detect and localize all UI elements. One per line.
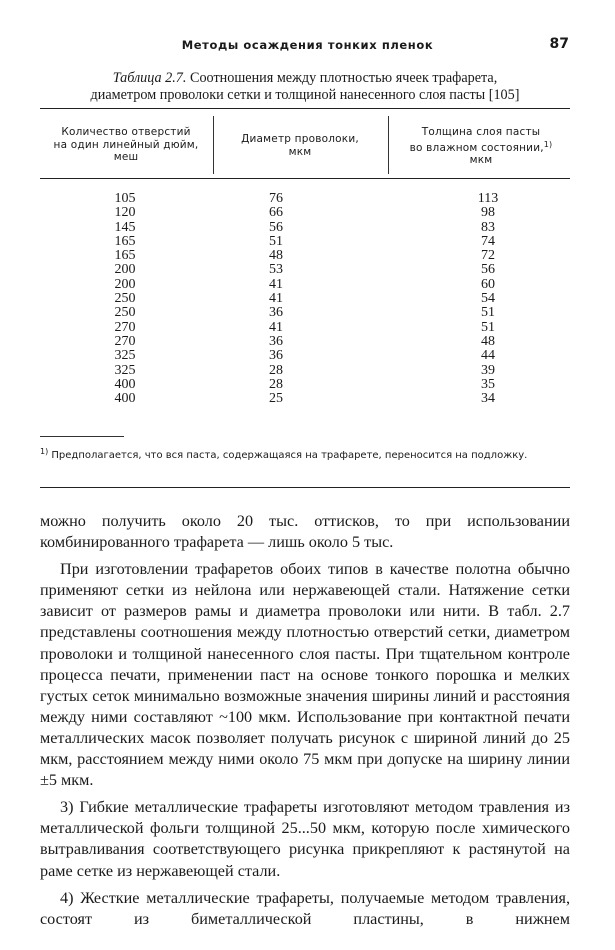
wet-thickness-cell: 54	[481, 291, 495, 307]
body-text	[40, 511, 570, 930]
wire-diameter-cell: 48	[269, 248, 283, 264]
paragraph-3: 3) Гибкие металлические трафареты изготовляют методом травления из металлической фольги толщиной 25...50 мкм, которую после химического вытравливания соответствующего рисунка прикрепляют к растянутой на раме сетке из нержавеющей стали.	[40, 798, 570, 880]
wire-diameter-cell: 28	[269, 376, 283, 392]
wet-thickness-cell: 44	[481, 348, 495, 364]
wet-thickness-cell: 60	[481, 276, 495, 292]
caption-line-1: Соотношения между плотностью ячеек трафарета,	[186, 70, 498, 86]
wet-thickness-cell: 74	[481, 233, 495, 249]
header-divider-2	[388, 116, 389, 174]
wire-diameter-cell: 53	[269, 262, 283, 278]
wet-thickness-cell: 35	[481, 376, 495, 392]
table-footnote: $^{1)}$ Предполагается, что вся паста, содержащаяся на трафарете, переносится на подложку.	[40, 447, 528, 461]
wire-diameter-cell: 36	[269, 333, 283, 349]
mesh-cell: 120	[114, 205, 136, 221]
wire-diameter-cell: 41	[269, 276, 283, 292]
paragraph-2: При изготовлении трафаретов обоих типов в качестве полотна обычно применяют сетки из нейлона или нержавеющей стали. Натяжение сетки зависит от размеров рамы и диаметра проволоки или нити. В табл. 2.7 представлены соотношения между плотностью отверстий сетки, диаметром проволоки и толщиной нанесенного слоя пасты. При тщательном контроле процесса печати, применении паст на основе тонкого порошка и мелких густых сеток минимально возможные значения ширины линий и расстояния между ними составляют ~100 мкм. Использование при контактной печати металлических масок позволяет получать рисунок с шириной линий до 25 мкм, расстоянием между ними около 75 мкм при допуске на ширину линии ±5 мкм.	[40, 560, 570, 790]
wet-thickness-cell: 72	[481, 248, 495, 264]
mesh-cell: 400	[114, 391, 136, 407]
column-mesh	[95, 192, 155, 406]
wet-thickness-cell: 56	[481, 262, 495, 278]
header-wet-thickness: Толщина слоя пасты во влажном состоянии,$^{1)}$ мкм	[409, 126, 553, 166]
table-label: Таблица 2.7.	[112, 70, 187, 86]
mesh-cell: 250	[114, 291, 136, 307]
page-number: 87	[549, 36, 569, 52]
mesh-cell: 200	[114, 276, 136, 292]
mesh-cell: 270	[114, 333, 136, 349]
table-caption	[40, 70, 570, 104]
mesh-cell: 105	[114, 191, 136, 206]
mesh-cell: 250	[114, 305, 136, 321]
table-top-rule	[40, 108, 570, 109]
column-wet-thickness	[458, 192, 518, 406]
column-wire-diameter	[246, 192, 306, 406]
mesh-cell: 145	[114, 219, 136, 235]
wet-thickness-cell: 83	[481, 219, 495, 235]
wet-thickness-cell: 51	[481, 319, 495, 335]
wet-thickness-cell: 48	[481, 333, 495, 349]
mesh-cell: 165	[114, 233, 136, 249]
wire-diameter-cell: 28	[269, 362, 283, 378]
header-wire-diameter: Диаметр проволоки, мкм	[241, 133, 359, 158]
mesh-cell: 400	[114, 376, 136, 392]
wet-thickness-cell: 113	[477, 191, 499, 206]
wire-diameter-cell: 41	[269, 291, 283, 307]
mesh-cell: 270	[114, 319, 136, 335]
footnote-rule	[40, 436, 124, 437]
running-title: Методы осаждения тонких пленок	[181, 38, 434, 52]
table-bottom-rule	[40, 487, 570, 488]
wet-thickness-cell: 98	[481, 205, 495, 221]
wire-diameter-cell: 36	[269, 348, 283, 364]
paragraph-1: можно получить около 20 тыс. оттисков, то при использовании комбинированного трафарета — лишь около 5 тыс.	[40, 512, 570, 552]
wire-diameter-cell: 51	[269, 233, 283, 249]
mesh-cell: 325	[114, 348, 136, 364]
wire-diameter-cell: 36	[269, 305, 283, 321]
wet-thickness-cell: 34	[481, 391, 495, 407]
wire-diameter-cell: 56	[269, 219, 283, 235]
wire-diameter-cell: 66	[269, 205, 283, 221]
header-mesh: Количество отверстий на один линейный дюйм, меш	[53, 126, 199, 163]
mesh-cell: 200	[114, 262, 136, 278]
mesh-cell: 165	[114, 248, 136, 264]
wire-diameter-cell: 76	[269, 191, 283, 206]
mesh-cell: 325	[114, 362, 136, 378]
wet-thickness-cell: 51	[481, 305, 495, 321]
wire-diameter-cell: 25	[269, 391, 283, 407]
wire-diameter-cell: 41	[269, 319, 283, 335]
table-header-rule	[40, 178, 570, 179]
wet-thickness-cell: 39	[481, 362, 495, 378]
paragraph-4: 4) Жесткие металлические трафареты, получаемые методом травления, состоят из биметаллической пластины, в нижнем	[40, 888, 570, 928]
caption-line-2: диаметром проволоки сетки и толщиной нанесенного слоя пасты [105]	[90, 87, 520, 103]
